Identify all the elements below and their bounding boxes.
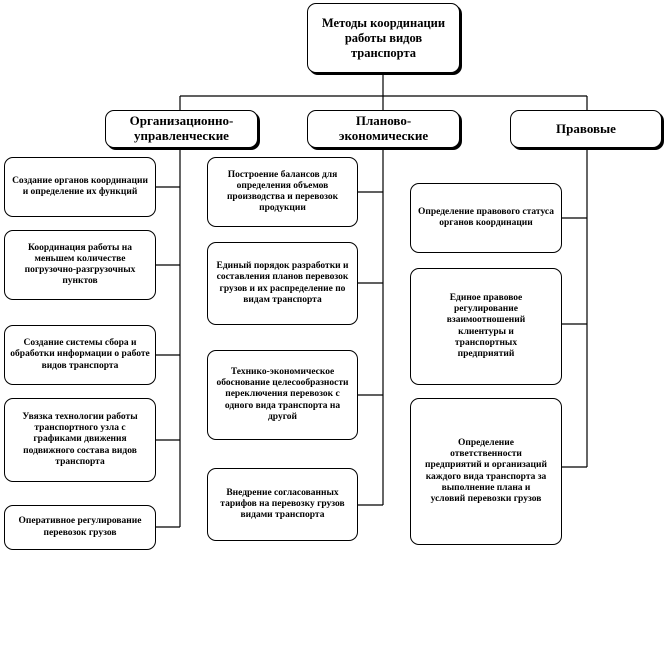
- planning-economic-item: Технико-экономическое обоснование целесообразности переключения перевозок с одного вида транспорта на другой: [207, 350, 358, 440]
- legal-item: Определение ответственности предприятий и организаций каждого вида транспорта за выполнение плана и условий перевозки грузов: [410, 398, 562, 545]
- planning-economic-item: Единый порядок разработки и составления планов перевозок грузов и их распределение по видам транспорта: [207, 242, 358, 325]
- organizational-item: Оперативное регулирование перевозок грузов: [4, 505, 156, 550]
- organizational-item: Создание системы сбора и обработки информации о работе видов транспорта: [4, 325, 156, 385]
- planning-economic-item: Внедрение согласованных тарифов на перевозку грузов видами транспорта: [207, 468, 358, 541]
- organizational-item: Создание органов координации и определение их функций: [4, 157, 156, 217]
- category-organizational: Организационно-управленческие: [105, 110, 258, 148]
- planning-economic-item: Построение балансов для определения объемов производства и перевозок продукции: [207, 157, 358, 227]
- root-node: Методы координации работы видов транспорта: [307, 3, 460, 73]
- category-planning-economic: Планово-экономические: [307, 110, 460, 148]
- legal-item: Определение правового статуса органов координации: [410, 183, 562, 253]
- legal-item: Единое правовое регулирование взаимоотношений клиентуры и транспортных предприятий: [410, 268, 562, 385]
- category-legal: Правовые: [510, 110, 662, 148]
- organizational-item: Увязка технологии работы транспортного узла с графиками движения подвижного состава видов транспорта: [4, 398, 156, 482]
- organizational-item: Координация работы на меньшем количестве погрузочно-разгрузочных пунктов: [4, 230, 156, 300]
